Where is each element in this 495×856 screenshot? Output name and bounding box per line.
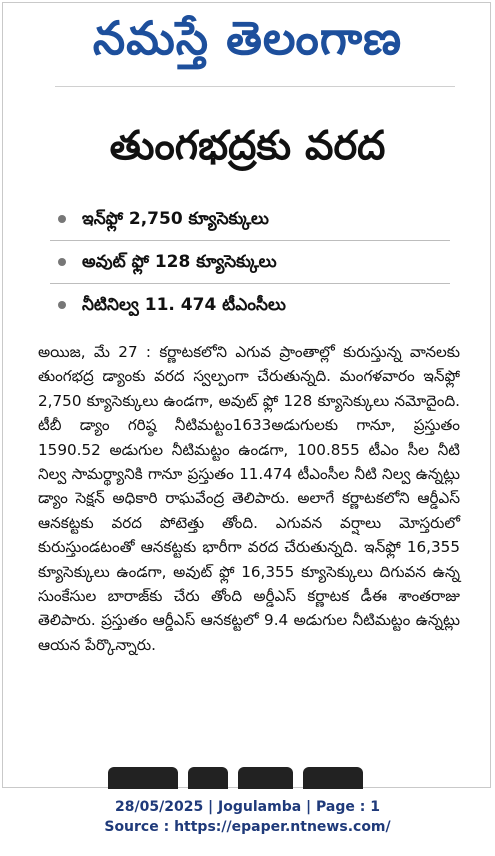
bullet-outflow	[50, 241, 450, 284]
bullet-dot-icon	[58, 215, 66, 223]
bullet-dot-icon	[58, 258, 66, 266]
bullet-dot-icon	[58, 301, 66, 309]
newspaper-masthead: నమస్తే తెలంగాణ	[92, 11, 403, 65]
masthead-divider	[55, 86, 455, 87]
cutoff-next-headline	[108, 767, 408, 789]
source-footer	[0, 797, 495, 837]
highlight-bullets	[50, 198, 450, 326]
bullet-inflow	[50, 198, 450, 241]
bullet-text: అవుట్ ఫ్లో 128 క్యూసెక్కులు	[82, 252, 277, 272]
footer-date-edition: 28/05/2025 | Jogulamba | Page : 1	[115, 799, 380, 815]
bullet-text: ఇన్‌ఫ్లో 2,750 క్యూసెక్కులు	[82, 209, 269, 229]
bullet-storage	[50, 284, 450, 326]
footer-source-link[interactable]: Source : https://epaper.ntnews.com/	[104, 819, 391, 835]
article-body: అయిజ, మే 27 : కర్ణాటకలోని ఎగువ ప్రాంతాల్లో కురుస్తున్న వానలకు తుంగభద్ర డ్యాంకు వరద స్వల్పంగా చేరుతున్నది. మంగళవారం ఇన్‌ఫ్లో 2,750 క్యూసెక్కులు ఉండగా, అవుట్ ఫ్లో 128 క్యూసెక్కులు నమోదైంది. టీబీ డ్యాం గరిష్ఠ నీటిమట్టం1633అడుగులకు గానూ, ప్రస్తుతం 1590.52 అడుగుల నీటిమట్టం ఉండగా, 100.855 టీఎం సీల నీటి నిల్వ సామర్థ్యానికి గానూ ప్రస్తుతం 11.474 టీఎంసీల నీటి నిల్వ ఉన్నట్లు డ్యాం సెక్షన్ అధికారి రాఘవేంద్ర తెలిపారు. అలాగే కర్ణాటకలోని ఆర్డీఎస్ ఆనకట్టకు వరద పోటెత్తు తోంది. ఎగువన వర్షాలు మోస్తరులో కురుస్తుండటంతో ఆనకట్టకు భారీగా వరద చేరుతున్నది. ఇన్‌ఫ్లో 16,355 క్యూసెక్కులు ఉండగా, అవుట్ ఫ్లో 16,355 క్యూసెక్కులు దిగువన ఉన్న సుంకేసుల బారాజ్‌కు చేరు తోంది అర్డీఎస్ కర్ణాటక డీఈ శాంతరాజు తెలిపారు. ప్రస్తుతం ఆర్డీఎస్ ఆనకట్టలో 9.4 అడుగుల నీటిమట్టం ఉన్నట్లు ఆయన పేర్కొన్నారు.	[38, 343, 460, 654]
bullet-text: నీటినిల్వ 11. 474 టీఎంసీలు	[82, 295, 286, 315]
article-headline: తుంగభద్రకు వరద	[109, 123, 386, 169]
